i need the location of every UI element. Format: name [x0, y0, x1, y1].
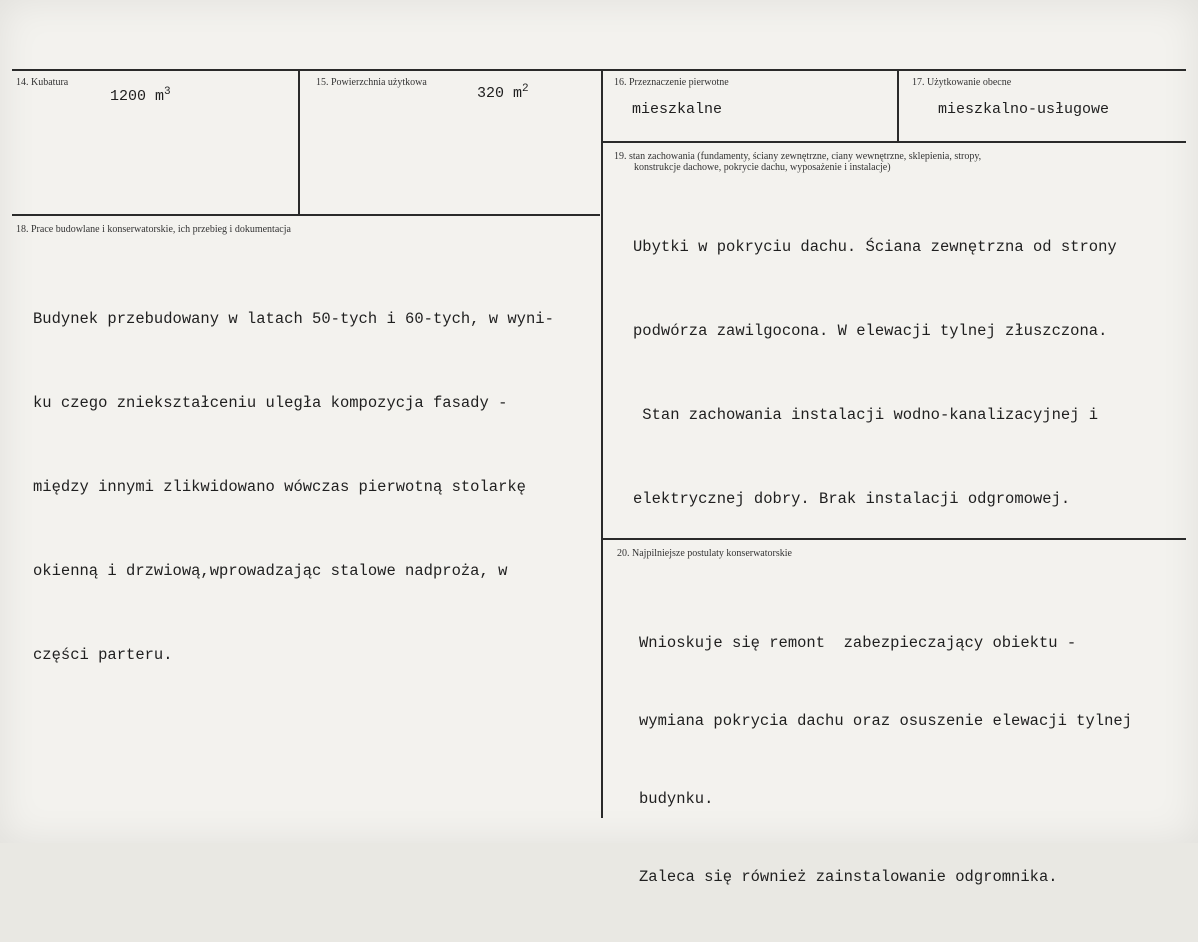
- field-19-line: elektrycznej dobry. Brak instalacji odgromowej.: [633, 490, 1071, 508]
- field-18-line: ku czego zniekształceniu uległa kompozycja fasady -: [33, 394, 508, 412]
- field-15-exponent: 2: [522, 83, 529, 95]
- field-14-value: [110, 86, 171, 105]
- field-14-exponent: 3: [164, 86, 171, 98]
- field-17-label: 17. Użytkowanie obecne: [912, 77, 1012, 88]
- field-20-text: [639, 578, 1132, 942]
- field-20-line: wymiana pokrycia dachu oraz osuszenie elewacji tylnej: [639, 712, 1132, 730]
- field-20-line: budynku.: [639, 790, 714, 808]
- divider-16-17: [897, 70, 899, 142]
- field-19-line: Stan zachowania instalacji wodno-kanalizacyjnej i: [633, 406, 1099, 424]
- field-20-label: 20. Najpilniejsze postulaty konserwatorskie: [617, 548, 792, 559]
- divider-row-right-1: [603, 141, 1186, 143]
- field-18-label: 18. Prace budowlane i konserwatorskie, ich przebieg i dokumentacja: [16, 224, 291, 235]
- field-20-line: Wnioskuje się remont zabezpieczający obiektu -: [639, 634, 1077, 652]
- field-16-value: mieszkalne: [632, 101, 723, 118]
- field-18-line: między innymi zlikwidowano wówczas pierwotną stolarkę: [33, 478, 526, 496]
- field-18-line: części parteru.: [33, 646, 173, 664]
- center-divider: [601, 70, 603, 818]
- field-17-value: mieszkalno-usługowe: [938, 101, 1110, 118]
- top-border-line: [12, 69, 1186, 71]
- divider-14-15: [298, 70, 300, 216]
- field-18-line: Budynek przebudowany w latach 50-tych i 60-tych, w wyni-: [33, 310, 554, 328]
- field-19-label-line1: 19. stan zachowania (fundamenty, ściany zewnętrzne, ciany wewnętrzne, sklepienia, stropy,: [614, 151, 982, 162]
- field-14-number: 1200 m: [110, 88, 165, 105]
- field-19-text: [633, 177, 1117, 569]
- field-15-number: 320 m: [477, 85, 523, 102]
- field-14-label: 14. Kubatura: [16, 77, 69, 88]
- field-20-line: Zaleca się również zainstalowanie odgromnika.: [639, 868, 1058, 886]
- field-19-line: podwórza zawilgocona. W elewacji tylnej złuszczona.: [633, 322, 1108, 340]
- field-18-line: okienną i drzwiową,wprowadzając stalowe nadproża, w: [33, 562, 508, 580]
- field-19-label-line2: konstrukcje dachowe, pokrycie dachu, wyposażenie i instalacje): [634, 162, 891, 173]
- field-19-line: Ubytki w pokryciu dachu. Ściana zewnętrzna od strony: [633, 238, 1117, 256]
- divider-row-left: [12, 214, 600, 216]
- field-18-text: [33, 249, 554, 725]
- field-16-label: 16. Przeznaczenie pierwotne: [614, 77, 729, 88]
- field-15-value: [477, 83, 529, 102]
- field-15-label: 15. Powierzchnia użytkowa: [316, 77, 427, 88]
